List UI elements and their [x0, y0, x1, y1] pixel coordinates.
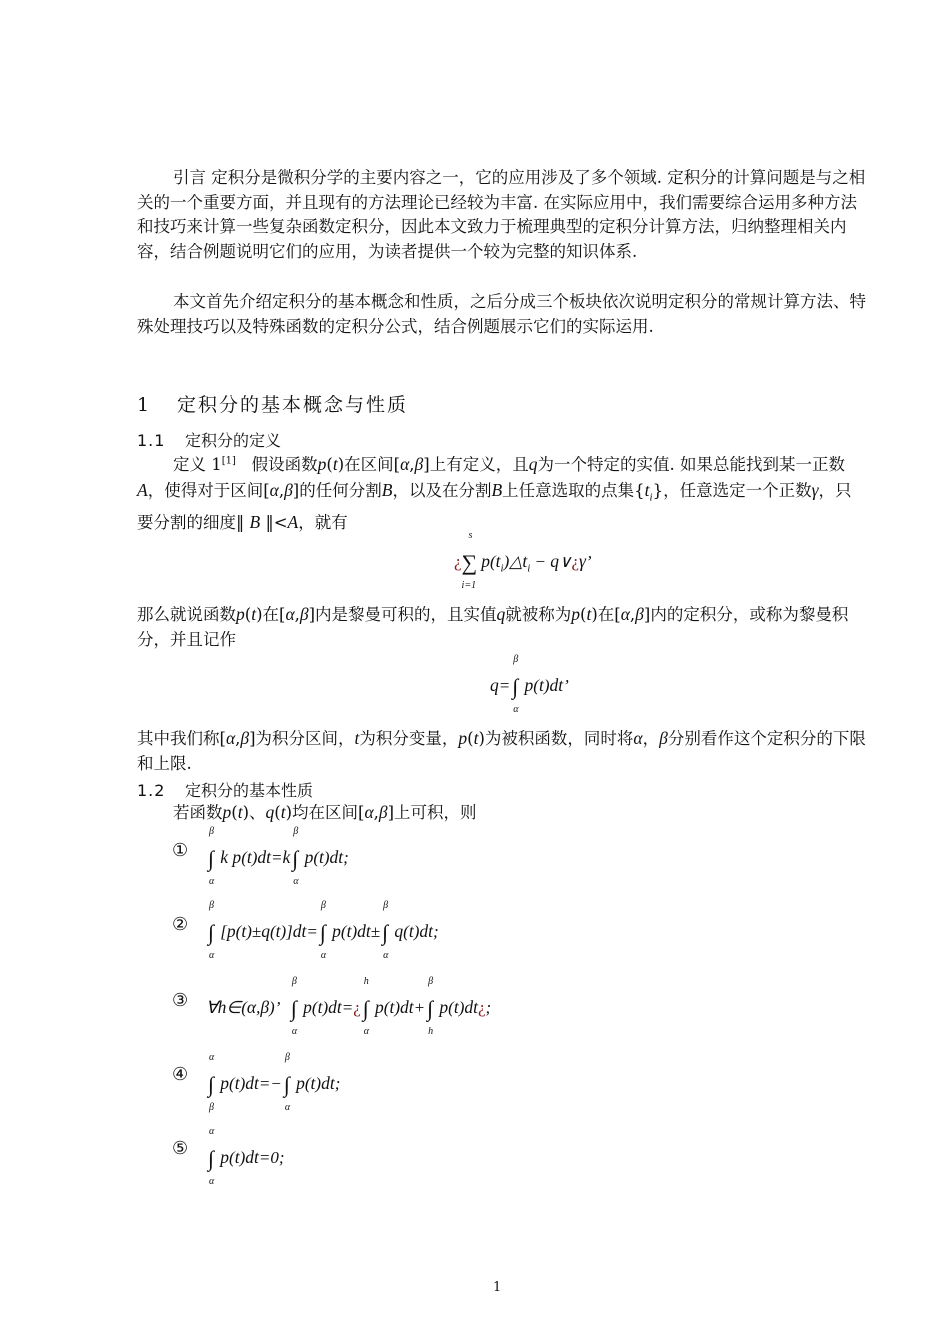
- riemann-sum-equation: ¿∑ s i=1 $p(t_i)\triangle t_i$ − q∨¿γ’: [454, 530, 592, 591]
- definition-conclusion: 那么就说函数p(t)在[α,β]内是黎曼可积的，且实值q就被称为p(t)在[α,β]内的定积分，或称为黎曼积分，并且记作: [137, 604, 849, 649]
- section-1-2-heading: [137, 778, 313, 801]
- property-marker-5: ⑤: [172, 1138, 189, 1159]
- definition-label: 定义 1: [173, 455, 222, 474]
- property-marker-2: ②: [172, 914, 189, 935]
- section-title: 定积分的定义: [185, 431, 282, 450]
- property-3-equation: ∀h∈(α,β)’ ∫ β α p(t)dt=¿∫ h α p(t)dt+∫ β h p(t)dt¿;: [206, 976, 492, 1037]
- citation: [1]: [221, 455, 236, 467]
- intro-paragraph-2: 本文首先介绍定积分的基本概念和性质，之后分成三个板块依次说明定积分的常规计算方法、特殊处理技巧以及特殊函数的定积分公式，结合例题展示它们的实际运用.: [137, 292, 866, 336]
- property-4-equation: ∫ α β p(t)dt=−∫ β α p(t)dt;: [208, 1052, 341, 1113]
- definite-integral-equation: q=∫ β α p(t)dt’: [490, 654, 569, 715]
- intro-paragraph-1: 引言 定积分是微积分学的主要内容之一，它的应用涉及了多个领域. 定积分的计算问题是与之相关的一个重要方面，并且现有的方法理论已经较为丰富. 在实际应用中，我们需要综合运用多种方法和技巧来计算一些复杂函数定积分，因此本文致力于梳理典型的定积分计算方法，归纳整理相关内容，结合例题说明它们的应用，为读者提供一个较为完整的知识体系.: [137, 168, 866, 261]
- property-marker-4: ④: [172, 1064, 189, 1085]
- section-1-1-heading: [137, 428, 281, 451]
- section-number: 1.1: [137, 431, 166, 450]
- property-marker-1: ①: [172, 840, 189, 861]
- section-number: 1.2: [137, 781, 166, 800]
- section-1-heading: [137, 390, 408, 417]
- section-title: 定积分的基本性质: [185, 781, 314, 800]
- property-5-equation: ∫ α α p(t)dt=0;: [208, 1126, 285, 1187]
- page-number: 1: [493, 1280, 502, 1295]
- definition-paragraph: 定义 1[1] 假设函数p(t)在区间[α,β]上有定义，且q为一个特定的实值. 如果总能找到某一正数A，使得对于区间[α,β]的任何分割B，以及在分割B上任意选取的点集$\{t_i\}$，任意选定一个正数γ，只要分割的细度‖ B ‖<A，就有: [137, 454, 852, 532]
- property-1-equation: ∫ β α k p(t)dt=k∫ β α p(t)dt;: [208, 826, 349, 887]
- properties-intro: 若函数p(t)、q(t)均在区间[α,β]上可积，则: [173, 802, 477, 822]
- section-number: 1: [137, 394, 152, 416]
- property-marker-3: ③: [172, 990, 189, 1011]
- property-2-equation: ∫ β α [p(t)±q(t)]dt=∫ β α p(t)dt±∫ β α q(t)dt;: [208, 900, 439, 961]
- integral-terms-paragraph: 其中我们称[α,β]为积分区间，t为积分变量，p(t)为被积函数，同时将α，β分别看作这个定积分的下限和上限.: [137, 728, 866, 773]
- section-title: 定积分的基本概念与性质: [177, 394, 409, 416]
